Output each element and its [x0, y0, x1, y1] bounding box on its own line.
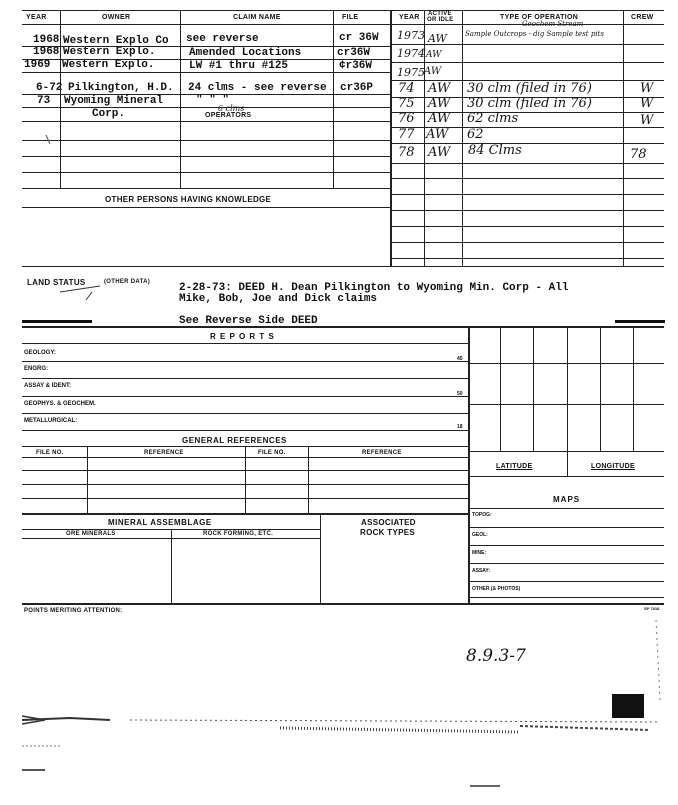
maps-topog: TOPOG: [472, 512, 492, 518]
ops-top-note: Geochem Stream [522, 20, 584, 28]
form-code: SP 7818 [644, 606, 660, 611]
reports-geology: GEOLOGY: [24, 350, 56, 356]
owner-row-5-year: 73 [37, 95, 51, 107]
ops-row-1-status: AW [428, 32, 447, 45]
header-owner: OWNER [102, 14, 131, 21]
owner-row-1-year: 1968 [33, 34, 60, 46]
ops-row-1-type: Sample Outcrops - dig Sample test pits [465, 30, 604, 38]
land-status-line-3: See Reverse Side DEED [179, 315, 318, 327]
other-persons-label: OTHER PERSONS HAVING KNOWLEDGE [105, 195, 272, 204]
reports-assay: ASSAY & IDENT: [24, 383, 72, 389]
ops-row-8-status: AW [428, 145, 451, 160]
header-year: YEAR [26, 14, 47, 21]
ops-row-5-crew: W [640, 96, 654, 111]
land-status-label: LAND STATUS [27, 278, 86, 287]
reports-metallurgical: METALLURGICAL: [24, 418, 78, 424]
land-status-line-1: 2-28-73: DEED H. Dean Pilkington to Wyoming Min. Corp - All [179, 282, 569, 294]
header-file: FILE [342, 14, 359, 21]
maps-geol: GEOL: [472, 532, 488, 538]
ops-row-7-type: 62 [467, 127, 484, 142]
land-status-line-2: Mike, Bob, Joe and Dick claims [179, 293, 378, 305]
maps-mine: MINE: [472, 550, 487, 556]
owner-row-4-claim: 24 clms - see reverse [188, 82, 327, 94]
gr-file-no-2: FILE NO. [258, 450, 286, 456]
bottom-handwritten-number: 8.9.3-7 [466, 646, 526, 666]
owner-row-3-year: 1969 [24, 59, 51, 71]
associated-label: ASSOCIATED [361, 518, 416, 527]
owner-row-2-claim: Amended Locations [189, 47, 302, 59]
owner-row-3-owner: Western Explo. [62, 59, 155, 71]
owner-row-2-file: cr36W [337, 47, 371, 59]
ops-row-6-year: 76 [398, 111, 415, 126]
reports-geophys: GEOPHYS. & GEOCHEM. [24, 401, 96, 407]
gr-reference-1: REFERENCE [144, 450, 184, 456]
ops-row-3-status: AW [424, 66, 442, 77]
owner-row-4-year: 6-72 [36, 82, 63, 94]
header-or-idle: OR IDLE [427, 17, 454, 23]
ops-row-2-year: 1974 [397, 47, 425, 60]
rock-types-label: ROCK TYPES [360, 528, 416, 537]
ops-row-8-year: 78 [398, 145, 415, 160]
ops-row-5-status: AW [428, 96, 451, 111]
owner-row-1-file: cr 36W [339, 32, 379, 44]
owner-row-4-owner: Pilkington, H.D. [68, 82, 174, 94]
ops-row-4-type: 30 clm (filed in 76) [467, 81, 592, 96]
owner-row-3-claim: LW #1 thru #125 [189, 60, 289, 72]
ops-row-3-year: 1975 [397, 66, 425, 79]
ops-row-4-crew: W [640, 81, 654, 96]
reports-num-18: 18 [457, 424, 463, 430]
ops-row-7-year: 77 [398, 127, 415, 142]
owner-row-5-owner: Wyoming Mineral [64, 95, 164, 107]
owner-continuation: Corp. [92, 108, 126, 120]
mineral-assemblage-title: MINERAL ASSEMBLAGE [108, 518, 212, 527]
gr-reference-2: REFERENCE [362, 450, 402, 456]
maps-assay: ASSAY: [472, 568, 491, 574]
owner-row-4-file: cr36P [340, 82, 374, 94]
maps-title: MAPS [553, 495, 581, 504]
rock-forming-label: ROCK FORMING, ETC. [203, 531, 274, 537]
ops-row-6-type: 62 clms [467, 111, 519, 126]
header-crew: CREW [631, 14, 654, 21]
reports-num-50: 50 [457, 391, 463, 397]
owner-row-1-owner: Western Explo Co [63, 35, 169, 47]
ops-row-8-type: 84 Clms [468, 143, 522, 158]
ops-row-5-type: 30 clm (filed in 76) [467, 96, 592, 111]
maps-other: OTHER (& PHOTOS) [472, 586, 521, 592]
ops-row-2-status: AW [426, 50, 442, 60]
reports-num-45: 45 [457, 356, 463, 362]
latitude-label: LATITUDE [496, 463, 533, 470]
general-references-title: GENERAL REFERENCES [182, 436, 287, 445]
gr-file-no-1: FILE NO. [36, 450, 64, 456]
owner-row-5-claim: " " " [196, 94, 230, 106]
operators-label: OPERATORS [205, 112, 252, 119]
ops-row-7-status: AW [426, 127, 449, 142]
operators-handwritten: 6 clms [218, 104, 245, 113]
owner-row-1-claim: see reverse [186, 33, 259, 45]
owner-row-2-owner: Western Explo. [63, 46, 156, 58]
header-type-of-operation: TYPE OF OPERATION [500, 14, 579, 21]
header-claim-name: CLAIM NAME [233, 14, 281, 21]
ore-minerals-label: ORE MINERALS [66, 531, 116, 537]
header-active: ACTIVE [428, 11, 452, 17]
ops-row-6-crew: W [640, 113, 654, 128]
ops-row-8-crew: 78 [630, 147, 647, 162]
ops-row-4-status: AW [428, 81, 451, 96]
land-status-sub: (OTHER DATA) [104, 279, 151, 285]
owner-row-2-year: 1968 [33, 46, 60, 58]
ops-row-5-year: 75 [398, 96, 415, 111]
ops-row-6-status: AW [428, 111, 451, 126]
ops-row-1-year: 1973 [397, 29, 425, 42]
points-meriting-attention: POINTS MERITING ATTENTION: [24, 608, 123, 614]
owner-row-3-file: ¢r36W [339, 60, 373, 72]
ops-row-4-year: 74 [398, 81, 415, 96]
longitude-label: LONGITUDE [591, 463, 635, 470]
reports-title: R E P O R T S [210, 332, 275, 341]
reports-engrg: ENGRG: [24, 366, 48, 372]
header-year-2: YEAR [399, 14, 420, 21]
